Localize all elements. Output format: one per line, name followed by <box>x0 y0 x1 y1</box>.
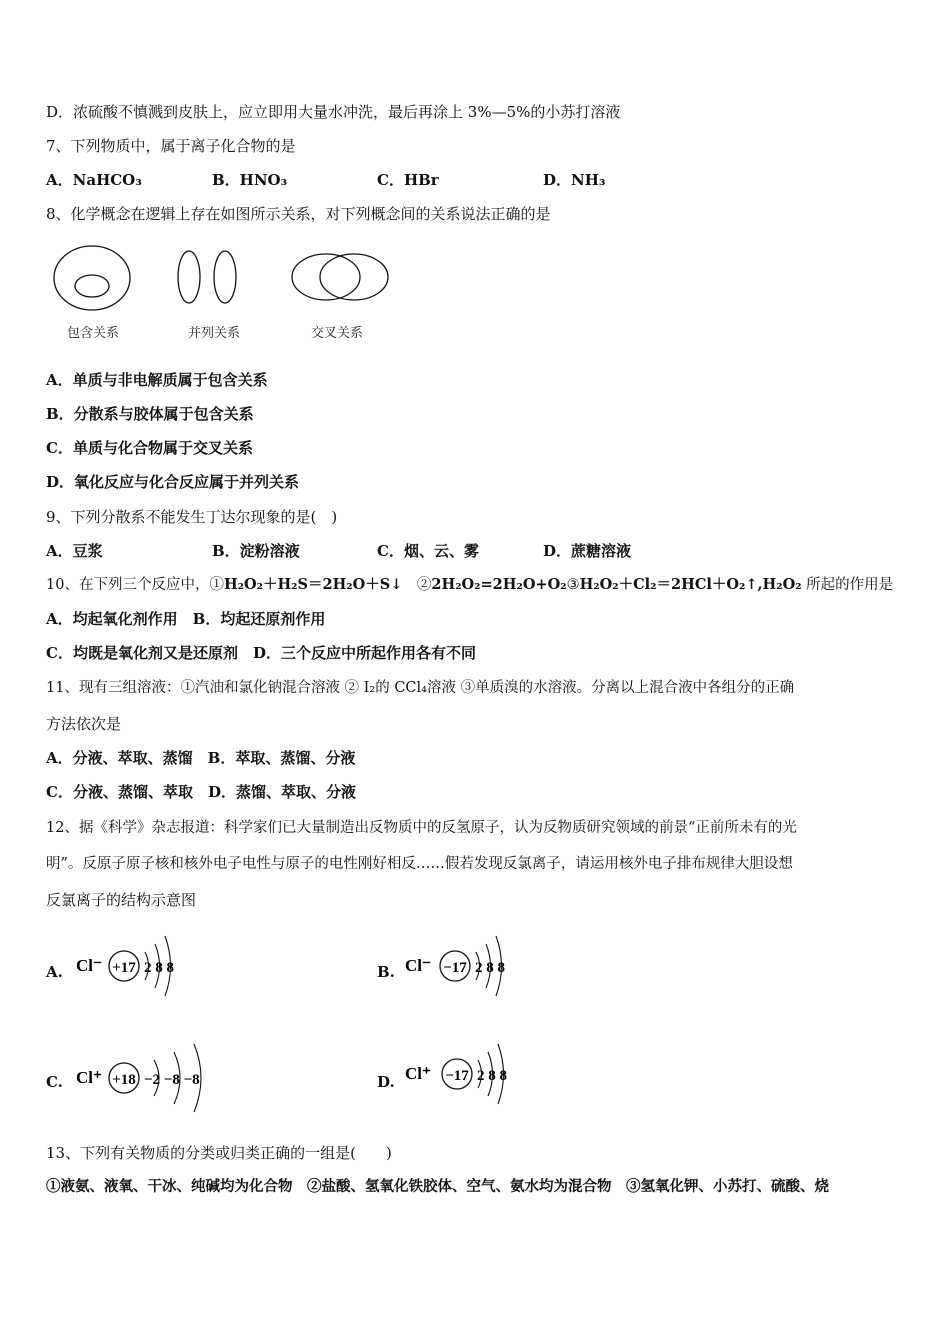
atom-d-svg <box>403 1036 523 1116</box>
q12-option-d-label: D. <box>377 1073 395 1091</box>
containment-outer-ellipse <box>54 246 130 310</box>
containment-inner-ellipse <box>75 275 109 297</box>
atom-c-svg <box>74 1036 234 1116</box>
q11-stem-line2: 方法依次是 <box>46 715 122 733</box>
q12-option-d-diagram <box>403 1036 523 1116</box>
label-intersect: 交叉关系 <box>311 326 364 341</box>
q8-option-a: A．单质与非电解质属于包含关系 <box>46 371 268 389</box>
q11-options-cd: C．分液、蒸馏、萃取 D．蒸馏、萃取、分液 <box>46 783 356 801</box>
q12-option-a-diagram <box>74 926 194 1006</box>
q12-option-b-label: B. <box>377 963 395 981</box>
q12-stem-line1: 12、据《科学》杂志报道：科学家们已大量制造出反物质中的反氢原子，认为反物质研究领域的前景“正前所未有的光 <box>46 820 797 836</box>
q12-stem-line2: 明”。反原子原子核和核外电子电性与原子的电性刚好相反……假若发现反氯离子，请运用核外电子排布规律大胆设想 <box>46 856 793 872</box>
q7-stem: 7、下列物质中，属于离子化合物的是 <box>46 137 296 155</box>
q7-option-b: B．HNO₃ <box>212 171 288 189</box>
q7-option-a: A．NaHCO₃ <box>46 171 142 189</box>
q10-stem <box>46 575 893 595</box>
q7-option-d: D．NH₃ <box>543 171 606 189</box>
q8-option-c: C．单质与化合物属于交叉关系 <box>46 439 253 457</box>
q12-stem-line3: 反氯离子的结构示意图 <box>46 891 197 909</box>
q10-sep: ② <box>402 577 432 593</box>
q10-prefix: 10、在下列三个反应中，① <box>46 577 224 593</box>
atom-a-ion: Cl⁻ <box>76 956 102 975</box>
q10-reaction-1: H₂O₂＋H₂S＝2H₂O＋S↓ <box>223 576 403 593</box>
atom-c-nucleus: +18 <box>112 1072 136 1088</box>
q9-option-d: D．蔗糖溶液 <box>543 542 632 560</box>
atom-b-shells: 2 8 8 <box>475 960 505 976</box>
atom-a-shells: 2 8 8 <box>144 960 174 976</box>
q10-options-ab: A．均起氧化剂作用 B．均起还原剂作用 <box>46 610 326 628</box>
q8-option-d: D．氧化反应与化合反应属于并列关系 <box>46 473 300 491</box>
q9-stem: 9、下列分散系不能发生丁达尔现象的是( ) <box>46 508 338 526</box>
atom-b-ion: Cl⁻ <box>405 956 431 975</box>
intersect-right-ellipse <box>320 254 388 300</box>
q12-option-c-diagram <box>74 1036 234 1116</box>
atom-c-shells: −2 −8 −8 <box>144 1072 200 1088</box>
q10-options-cd: C．均既是氧化剂又是还原剂 D．三个反应中所起作用各有不同 <box>46 644 476 662</box>
atom-b-nucleus: −17 <box>443 960 467 976</box>
q10-reaction-2: 2H₂O₂=2H₂O+O₂ <box>431 576 567 593</box>
atom-d-shells: 2 8 8 <box>477 1068 507 1084</box>
q9-option-a: A．豆浆 <box>46 542 103 560</box>
atom-d-nucleus: −17 <box>445 1068 469 1084</box>
q12-option-a-label: A. <box>46 963 63 981</box>
label-parallel: 并列关系 <box>188 326 241 341</box>
intersect-left-ellipse <box>292 254 360 300</box>
q11-stem-line1: 11、现有三组溶液：①汽油和氯化钠混合溶液 ② I₂的 CCl₄溶液 ③单质溴的水溶液。分离以上混合液中各组分的正确 <box>46 680 795 696</box>
atom-c-ion: Cl⁺ <box>76 1068 102 1087</box>
atom-a-nucleus: +17 <box>112 960 136 976</box>
q13-statement-1: ①液氨、液氧、干冰、纯碱均为化合物 ②盐酸、氢氧化铁胶体、空气、氨水均为混合物 ③氢氧化钾、小苏打、硫酸、烧 <box>46 1178 829 1195</box>
atom-b-svg <box>403 926 523 1006</box>
q7-option-c: C．HBr <box>377 171 439 189</box>
q9-option-c: C．烟、云、雾 <box>377 542 479 560</box>
q6-option-d: D．浓硫酸不慎溅到皮肤上，应立即用大量水冲洗，最后再涂上 3%—5%的小苏打溶液 <box>46 103 621 121</box>
q9-option-b: B．淀粉溶液 <box>212 542 300 560</box>
q11-options-ab: A．分液、萃取、蒸馏 B．萃取、蒸馏、分液 <box>46 749 356 767</box>
q8-option-b: B．分散系与胶体属于包含关系 <box>46 405 254 423</box>
q8-stem: 8、化学概念在逻辑上存在如图所示关系，对下列概念间的关系说法正确的是 <box>46 205 551 223</box>
q10-suffix: 所起的作用是 <box>801 577 894 593</box>
q10-reaction-3: H₂O₂＋Cl₂＝2HCl＋O₂↑,H₂O₂ <box>579 576 802 593</box>
q12-option-c-label: C. <box>46 1073 63 1091</box>
parallel-right-ellipse <box>214 251 236 303</box>
parallel-left-ellipse <box>178 251 200 303</box>
label-containment: 包含关系 <box>67 326 120 341</box>
atom-a-svg <box>74 926 194 1006</box>
q10-sep2: ③ <box>566 577 580 593</box>
atom-d-ion: Cl⁺ <box>405 1064 431 1083</box>
q12-option-b-diagram <box>403 926 523 1006</box>
q13-stem: 13、下列有关物质的分类或归类正确的一组是( ) <box>46 1144 392 1162</box>
